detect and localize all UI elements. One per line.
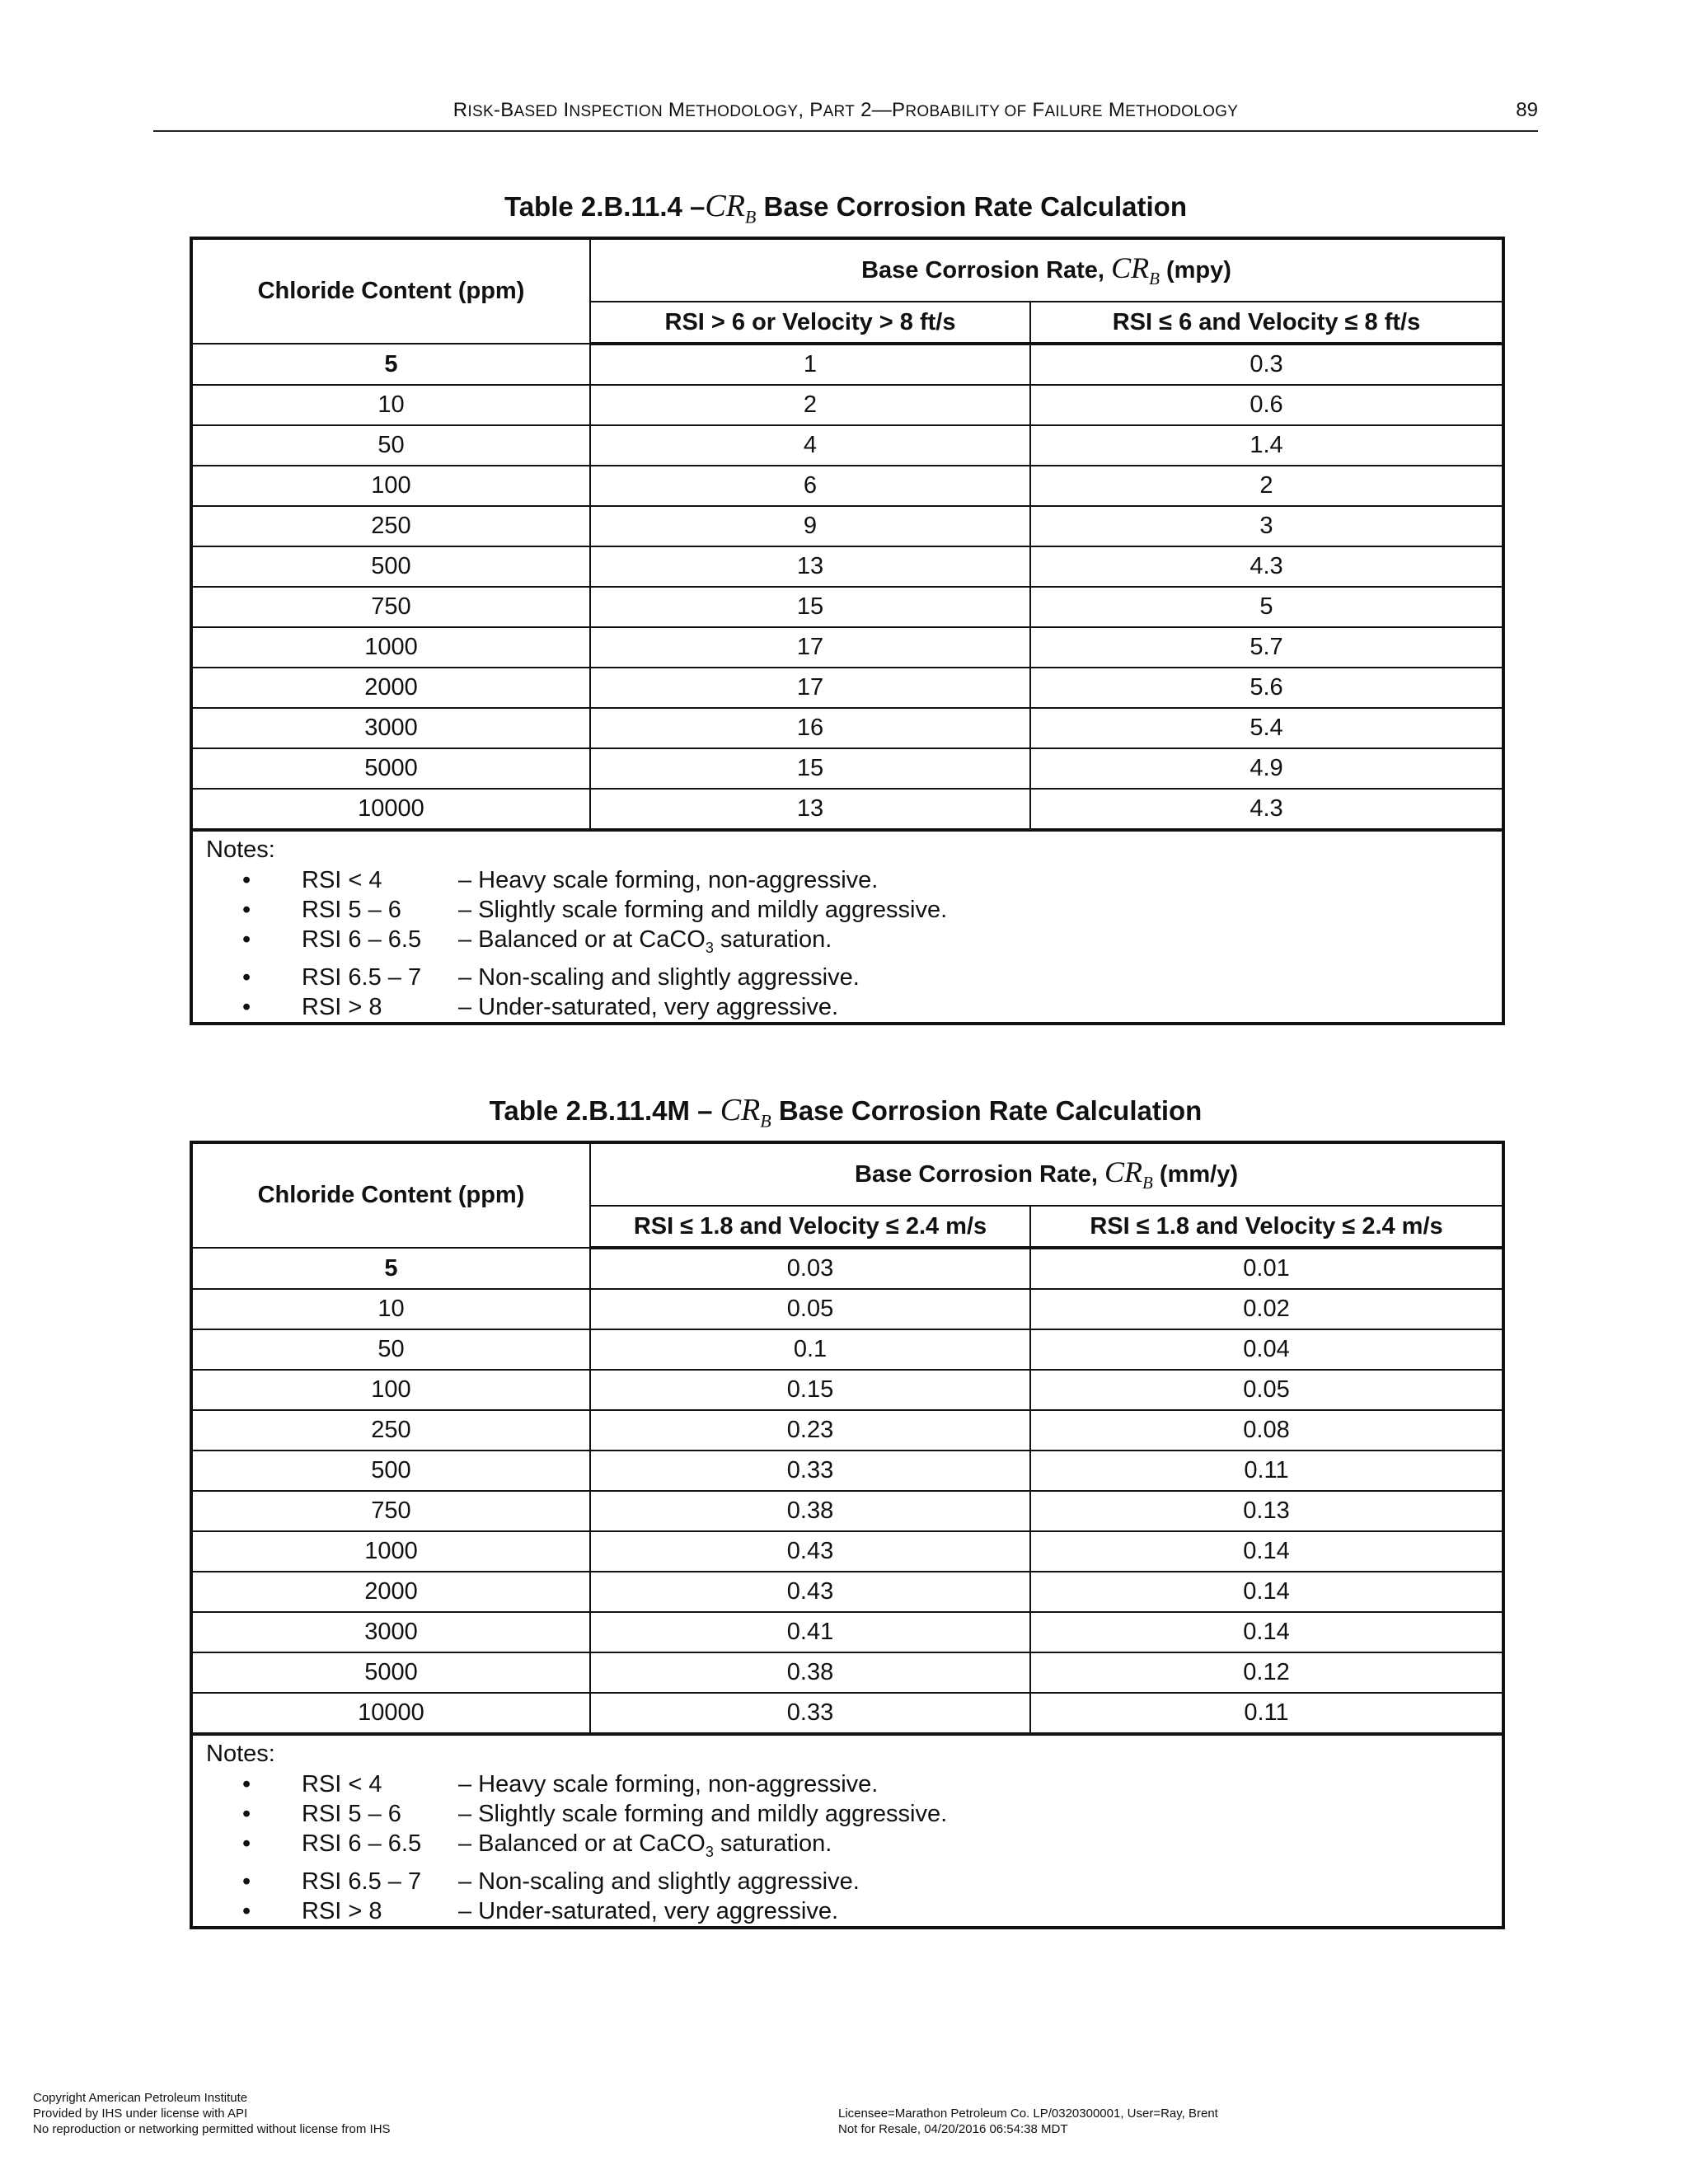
col-header-high-rsi: RSI > 6 or Velocity > 8 ft/s xyxy=(590,302,1030,344)
running-title-part: NSPECTION xyxy=(569,103,663,120)
rate-value-cell: 0.01 xyxy=(1030,1248,1503,1289)
rate-value-cell: 0.43 xyxy=(590,1531,1030,1572)
rate-value-cell: 5 xyxy=(1030,587,1503,627)
rate-value-cell: 0.43 xyxy=(590,1572,1030,1612)
chloride-value-cell: 50 xyxy=(191,1329,590,1370)
bullet-icon: • xyxy=(242,926,251,953)
chloride-value-cell: 10 xyxy=(191,1289,590,1329)
chloride-value-cell: 10 xyxy=(191,385,590,425)
rate-value-cell: 2 xyxy=(590,385,1030,425)
note-description: – Heavy scale forming, non-aggressive. xyxy=(458,1771,879,1797)
corrosion-rate-table-imperial xyxy=(190,237,1505,1025)
rate-value-cell: 4.9 xyxy=(1030,748,1503,789)
chloride-value-cell: 5000 xyxy=(191,1652,590,1693)
table-caption-imperial xyxy=(190,188,1502,228)
chloride-value-cell: 5 xyxy=(191,344,590,385)
footer-line: Licensee=Marathon Petroleum Co. LP/0320300001, User=Ray, Brent xyxy=(838,2107,1218,2121)
footer-line: No reproduction or networking permitted without license from IHS xyxy=(33,2122,391,2136)
rate-value-cell: 0.05 xyxy=(590,1289,1030,1329)
running-title-part: ETHODOLOGY xyxy=(685,103,799,120)
rate-value-cell: 4.3 xyxy=(1030,546,1503,587)
group-header-prefix: Base Corrosion Rate, xyxy=(861,257,1104,284)
chloride-value-cell: 1000 xyxy=(191,627,590,668)
rate-value-cell: 0.02 xyxy=(1030,1289,1503,1329)
note-item xyxy=(206,1867,1502,1896)
running-header xyxy=(153,97,1538,132)
table-row xyxy=(191,1289,1503,1329)
rate-value-cell: 0.23 xyxy=(590,1410,1030,1451)
note-description-subscript: 3 xyxy=(705,1843,714,1860)
footer-line: Not for Resale, 04/20/2016 06:54:38 MDT xyxy=(838,2122,1068,2136)
table-row xyxy=(191,1451,1503,1491)
note-item xyxy=(206,1799,1502,1829)
rate-value-cell: 2 xyxy=(1030,466,1503,506)
bullet-icon: • xyxy=(242,1771,251,1797)
note-description-text: saturation. xyxy=(713,1830,832,1857)
note-term: RSI 5 – 6 xyxy=(302,1801,401,1827)
chloride-value-cell: 3000 xyxy=(191,1612,590,1652)
col-header-chloride: Chloride Content (ppm) xyxy=(191,1142,590,1248)
rate-value-cell: 4.3 xyxy=(1030,789,1503,830)
note-description: – Under-saturated, very aggressive. xyxy=(458,993,838,1020)
notes-cell xyxy=(191,1734,1503,1928)
running-title-part: AILURE xyxy=(1044,103,1103,120)
rate-value-cell: 0.14 xyxy=(1030,1572,1503,1612)
bullet-icon: • xyxy=(242,897,251,923)
bullet-icon: • xyxy=(242,963,251,991)
bullet-icon: • xyxy=(242,1801,251,1827)
footer-line: Copyright American Petroleum Institute xyxy=(33,2091,248,2105)
note-term: RSI < 4 xyxy=(302,1771,382,1797)
bullet-icon: • xyxy=(242,993,251,1020)
running-title-part: R xyxy=(452,99,468,121)
rate-value-cell: 1 xyxy=(590,344,1030,385)
table-row xyxy=(191,668,1503,708)
note-term: RSI 6 – 6.5 xyxy=(302,926,422,953)
note-item xyxy=(206,1769,1502,1799)
footer-license xyxy=(838,2106,1218,2137)
table-row xyxy=(191,1572,1503,1612)
group-header-math-subscript: B xyxy=(1149,269,1160,289)
table-row xyxy=(191,1652,1503,1693)
group-header-unit: (mpy) xyxy=(1165,257,1231,284)
rate-value-cell: 0.04 xyxy=(1030,1329,1503,1370)
chloride-value-cell: 100 xyxy=(191,1370,590,1410)
chloride-value-cell: 5000 xyxy=(191,748,590,789)
caption-math-symbol: CR xyxy=(705,189,745,223)
chloride-value-cell: 3000 xyxy=(191,708,590,748)
bullet-icon: • xyxy=(242,867,251,893)
table-row xyxy=(191,1612,1503,1652)
table-row xyxy=(191,385,1503,425)
rate-value-cell: 0.08 xyxy=(1030,1410,1503,1451)
table-row xyxy=(191,748,1503,789)
chloride-value-cell: 10000 xyxy=(191,789,590,830)
rate-value-cell: 15 xyxy=(590,587,1030,627)
col-header-chloride: Chloride Content (ppm) xyxy=(191,238,590,344)
rate-value-cell: 0.11 xyxy=(1030,1451,1503,1491)
note-description: – Slightly scale forming and mildly aggressive. xyxy=(458,897,948,923)
note-description xyxy=(458,925,1502,963)
caption-math xyxy=(705,189,757,227)
rate-value-cell: 6 xyxy=(590,466,1030,506)
table-row xyxy=(191,789,1503,830)
table-row xyxy=(191,1410,1503,1451)
rate-value-cell: 0.14 xyxy=(1030,1531,1503,1572)
footer-copyright xyxy=(33,2090,391,2137)
note-term: RSI < 4 xyxy=(302,867,382,893)
note-description-subscript: 3 xyxy=(705,939,714,956)
rate-value-cell: 3 xyxy=(1030,506,1503,546)
rate-value-cell: 5.7 xyxy=(1030,627,1503,668)
table-row xyxy=(191,1370,1503,1410)
running-title-part: M xyxy=(662,99,686,121)
rate-value-cell: 0.41 xyxy=(590,1612,1030,1652)
notes-title: Notes: xyxy=(206,1741,275,1767)
rate-value-cell: 0.1 xyxy=(590,1329,1030,1370)
note-description-text: – Balanced or at CaCO xyxy=(458,1830,706,1857)
rate-value-cell: 0.33 xyxy=(590,1451,1030,1491)
table-row xyxy=(191,466,1503,506)
running-title-part: ETHODOLOGY xyxy=(1125,103,1239,120)
note-description-text: – Balanced or at CaCO xyxy=(458,926,706,953)
caption-prefix: Table 2.B.11.4 – xyxy=(504,191,706,222)
rate-value-cell: 5.4 xyxy=(1030,708,1503,748)
col-header-rsi-a: RSI ≤ 1.8 and Velocity ≤ 2.4 m/s xyxy=(590,1206,1030,1248)
rate-value-cell: 9 xyxy=(590,506,1030,546)
chloride-value-cell: 10000 xyxy=(191,1693,590,1734)
table-row xyxy=(191,1491,1503,1531)
note-term: RSI 5 – 6 xyxy=(302,897,401,923)
note-term: RSI > 8 xyxy=(302,993,382,1020)
note-term: RSI 6 – 6.5 xyxy=(302,1830,422,1857)
rate-value-cell: 0.33 xyxy=(590,1693,1030,1734)
chloride-value-cell: 5 xyxy=(191,1248,590,1289)
group-header-base-rate xyxy=(590,238,1503,302)
rate-value-cell: 5.6 xyxy=(1030,668,1503,708)
note-description: – Heavy scale forming, non-aggressive. xyxy=(458,867,879,893)
note-description: – Under-saturated, very aggressive. xyxy=(458,1897,838,1924)
table-row xyxy=(191,627,1503,668)
note-item xyxy=(206,992,1502,1022)
col-header-low-rsi: RSI ≤ 6 and Velocity ≤ 8 ft/s xyxy=(1030,302,1503,344)
running-title-part: 2—P xyxy=(855,99,906,121)
bullet-icon: • xyxy=(242,1830,251,1857)
footer-line: Provided by IHS under license with API xyxy=(33,2107,248,2121)
running-title xyxy=(153,99,1538,122)
chloride-value-cell: 500 xyxy=(191,546,590,587)
table-row xyxy=(191,344,1503,385)
note-item xyxy=(206,1829,1502,1867)
page-number: 89 xyxy=(1516,99,1538,121)
table-row xyxy=(191,1693,1503,1734)
running-title-part: -B xyxy=(493,99,514,121)
rate-value-cell: 0.03 xyxy=(590,1248,1030,1289)
note-term: RSI 6.5 – 7 xyxy=(302,963,422,991)
caption-prefix: Table 2.B.11.4M – xyxy=(489,1095,713,1126)
group-header-math xyxy=(1104,1155,1153,1193)
group-header-math-symbol: CR xyxy=(1104,1155,1143,1189)
table-row xyxy=(191,1248,1503,1289)
rate-value-cell: 13 xyxy=(590,789,1030,830)
chloride-value-cell: 100 xyxy=(191,466,590,506)
rate-value-cell: 4 xyxy=(590,425,1030,466)
table-row xyxy=(191,546,1503,587)
chloride-value-cell: 250 xyxy=(191,1410,590,1451)
table-row xyxy=(191,1329,1503,1370)
group-header-math xyxy=(1111,251,1160,289)
caption-math-subscript: B xyxy=(744,206,757,227)
chloride-value-cell: 50 xyxy=(191,425,590,466)
note-description: – Non-scaling and slightly aggressive. xyxy=(458,1868,860,1895)
running-title-part: ART xyxy=(823,103,856,120)
note-item xyxy=(206,1896,1502,1926)
rate-value-cell: 17 xyxy=(590,627,1030,668)
table-row xyxy=(191,587,1503,627)
note-item xyxy=(206,895,1502,925)
chloride-value-cell: 2000 xyxy=(191,668,590,708)
rate-value-cell: 0.13 xyxy=(1030,1491,1503,1531)
rate-value-cell: 0.11 xyxy=(1030,1693,1503,1734)
corrosion-rate-table-metric xyxy=(190,1141,1505,1929)
caption-math-symbol: CR xyxy=(720,1093,761,1127)
notes-title: Notes: xyxy=(206,837,275,863)
chloride-value-cell: 250 xyxy=(191,506,590,546)
group-header-unit: (mm/y) xyxy=(1159,1161,1238,1188)
chloride-value-cell: 2000 xyxy=(191,1572,590,1612)
rate-value-cell: 13 xyxy=(590,546,1030,587)
note-description: – Non-scaling and slightly aggressive. xyxy=(458,963,860,991)
rate-value-cell: 0.38 xyxy=(590,1652,1030,1693)
table-row xyxy=(191,1531,1503,1572)
note-description xyxy=(458,1829,1502,1867)
note-item xyxy=(206,925,1502,963)
caption-math xyxy=(720,1093,771,1132)
chloride-value-cell: 750 xyxy=(191,1491,590,1531)
running-title-part: M xyxy=(1102,99,1126,121)
running-title-part: I xyxy=(557,99,570,121)
group-header-base-rate xyxy=(590,1142,1503,1206)
note-item xyxy=(206,963,1502,992)
rate-value-cell: 0.05 xyxy=(1030,1370,1503,1410)
caption-math-subscript: B xyxy=(760,1110,771,1132)
note-description-text: saturation. xyxy=(713,926,832,953)
rate-value-cell: 15 xyxy=(590,748,1030,789)
notes-cell xyxy=(191,830,1503,1024)
caption-suffix: Base Corrosion Rate Calculation xyxy=(778,1095,1203,1126)
group-header-math-subscript: B xyxy=(1142,1173,1153,1193)
bullet-icon: • xyxy=(242,1868,251,1895)
note-description: – Slightly scale forming and mildly aggressive. xyxy=(458,1801,948,1827)
rate-value-cell: 0.15 xyxy=(590,1370,1030,1410)
rate-value-cell: 0.3 xyxy=(1030,344,1503,385)
rate-value-cell: 0.6 xyxy=(1030,385,1503,425)
col-header-rsi-b: RSI ≤ 1.8 and Velocity ≤ 2.4 m/s xyxy=(1030,1206,1503,1248)
running-title-part: ISK xyxy=(467,103,494,120)
rate-value-cell: 16 xyxy=(590,708,1030,748)
note-item xyxy=(206,865,1502,895)
rate-value-cell: 0.14 xyxy=(1030,1612,1503,1652)
note-term: RSI 6.5 – 7 xyxy=(302,1868,422,1895)
caption-suffix: Base Corrosion Rate Calculation xyxy=(763,191,1187,222)
rate-value-cell: 0.12 xyxy=(1030,1652,1503,1693)
table-caption-metric xyxy=(190,1092,1502,1132)
rate-value-cell: 1.4 xyxy=(1030,425,1503,466)
group-header-prefix: Base Corrosion Rate, xyxy=(855,1161,1098,1188)
rate-value-cell: 17 xyxy=(590,668,1030,708)
running-title-part: ROBABILITY OF xyxy=(905,103,1027,120)
running-title-part: F xyxy=(1026,99,1045,121)
table-row xyxy=(191,506,1503,546)
chloride-value-cell: 500 xyxy=(191,1451,590,1491)
chloride-value-cell: 750 xyxy=(191,587,590,627)
running-title-part: , P xyxy=(798,99,823,121)
running-title-part: ASED xyxy=(513,103,558,120)
note-term: RSI > 8 xyxy=(302,1897,382,1924)
chloride-value-cell: 1000 xyxy=(191,1531,590,1572)
bullet-icon: • xyxy=(242,1897,251,1924)
rate-value-cell: 0.38 xyxy=(590,1491,1030,1531)
table-row xyxy=(191,425,1503,466)
table-row xyxy=(191,708,1503,748)
group-header-math-symbol: CR xyxy=(1111,251,1150,285)
